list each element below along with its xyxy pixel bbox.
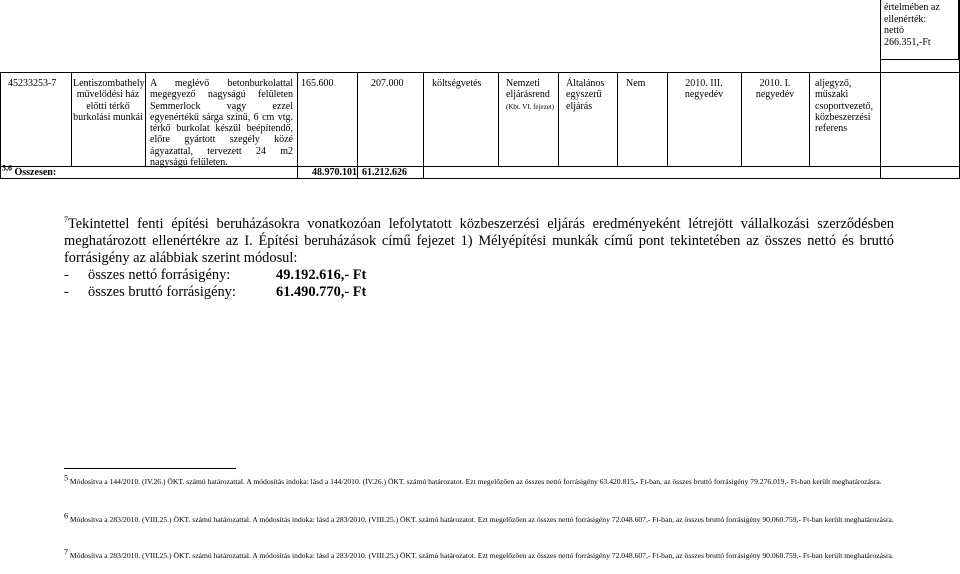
start-date: 2010. III. negyedév <box>684 78 724 101</box>
remark-line: értelmében az <box>884 2 940 13</box>
gross-amount: 207.000 <box>371 78 404 89</box>
gross-requirement-line <box>64 284 894 301</box>
col-border <box>71 72 72 166</box>
col-border <box>297 72 298 178</box>
footnote-separator <box>64 468 236 469</box>
footnote-7 <box>64 547 894 561</box>
col-border <box>558 72 559 166</box>
funding-source: költségvetés <box>432 78 482 89</box>
total-label-text: Összesen: <box>14 167 57 178</box>
remark-line: 266.351,-Ft <box>884 36 931 48</box>
total-gross: 61.212.626 <box>362 167 407 178</box>
responsible-person: aljegyző, műszaki csoportvezető, közbeszerzési referens <box>815 78 874 135</box>
regime-note: (Kbt. VI. fejezet) <box>506 102 555 111</box>
col-border <box>423 72 424 178</box>
remark-box <box>880 0 959 60</box>
total-label <box>2 163 122 178</box>
total-net: 48.970.101 <box>312 167 357 178</box>
net-amount: 165.600 <box>301 78 334 89</box>
col-border <box>357 72 358 178</box>
project-name: Lentiszombathely művelődési ház előtti térkő burkolási munkái <box>73 78 145 123</box>
requirement-value: 49.192.616,- Ft <box>276 267 367 283</box>
footnote-number: 5 <box>64 473 68 483</box>
footnote-text: Módosítva a 283/2010. (VIII.25.) ÖKT. számú határozattal. A módosítás indoka: lásd a 283/2010. (VIII.25.) ÖKT. számú határozatot. Ezt megelőzően az összes nettó forrásigény 72.048.607,- Ft-ban, az összes bruttó forrásigény 90.060.759,- Ft-ban került meghatározásra. <box>69 551 894 560</box>
procedure-type: Általános egyszerű eljárás <box>566 78 605 112</box>
footnote-text: Módosítva a 283/2010. (VIII.25.) ÖKT. számú határozattal. A módosítás indoka: lásd a 283/2010. (VIII.25.) ÖKT. számú határozatot. Ezt megelőzően az összes nettó forrásigény 72.048.607,- Ft-ban, az összes bruttó forrásigény 90.060.759,- Ft-ban került meghatározásra. <box>69 515 894 524</box>
col-border <box>741 72 742 166</box>
row-bottom-border <box>0 166 960 167</box>
col-border <box>880 0 881 178</box>
footnote-ref: 7 <box>64 215 68 225</box>
col-border <box>0 72 1 178</box>
col-border <box>667 72 668 166</box>
modification-paragraph <box>64 216 894 301</box>
bullet-dash: - <box>64 267 69 283</box>
bullet-dash: - <box>64 284 69 300</box>
paragraph-text: Tekintettel fenti építési beruházásokra vonatkozóan lefolytatott közbeszerzési eljárás eredményeként létrejött vállalkozási szerződésben meghatározott ellenértékre az I. Építési beruházások című fejezet 1) Mélyépítési munkák című pont tekintetében az összes nettó és bruttó forrásigény az alábbiak szerint módosul: <box>64 216 894 266</box>
regime-label: Nemzeti eljárásrend <box>506 78 550 101</box>
footnote-5 <box>64 473 894 487</box>
remark-line: nettó <box>884 25 904 36</box>
procurement-regime <box>506 78 558 112</box>
net-requirement-line <box>64 267 894 284</box>
cpv-code: 45233253-7 <box>8 78 57 89</box>
end-date: 2010. I. negyedév <box>755 78 795 101</box>
col-border <box>498 72 499 166</box>
requirement-label: összes bruttó forrásigény: <box>88 284 236 300</box>
footnote-ref: 5,6 <box>2 163 12 173</box>
footnote-number: 6 <box>64 511 68 521</box>
col-border <box>809 72 810 166</box>
footnote-number: 7 <box>64 547 68 557</box>
col-border <box>145 72 146 166</box>
eu-threshold: Nem <box>626 78 646 89</box>
row-top-border <box>0 72 960 73</box>
footnote-text: Módosítva a 144/2010. (IV.26.) ÖKT. számú határozattal. A módosítás indoka: lásd a 144/2010. (IV.26.) ÖKT. számú határozatot. Ezt megelőzően az összes nettó forrásigény 63.420.815,- Ft-ban, az összes bruttó forrásigény 79.276.019,- Ft-ban került meghatározásra. <box>69 477 882 486</box>
footnote-6 <box>64 511 894 525</box>
remark-line: ellenérték: <box>884 13 927 25</box>
requirement-value: 61.490.770,- Ft <box>276 284 367 300</box>
project-description: A meglévő betonburkolattal megegyező nagyságú felületen Semmerlock vagy ezzel egyenértékű sárga színű, 6 cm vtg. térkő burkolat készül beépítendő, előre gyártott szegély közé ágyazattal, tervezett 24 m2 nagyságú felületen. <box>150 78 293 169</box>
requirement-label: összes nettó forrásigény: <box>88 267 231 283</box>
total-bottom-border <box>0 178 960 179</box>
col-border <box>617 72 618 166</box>
